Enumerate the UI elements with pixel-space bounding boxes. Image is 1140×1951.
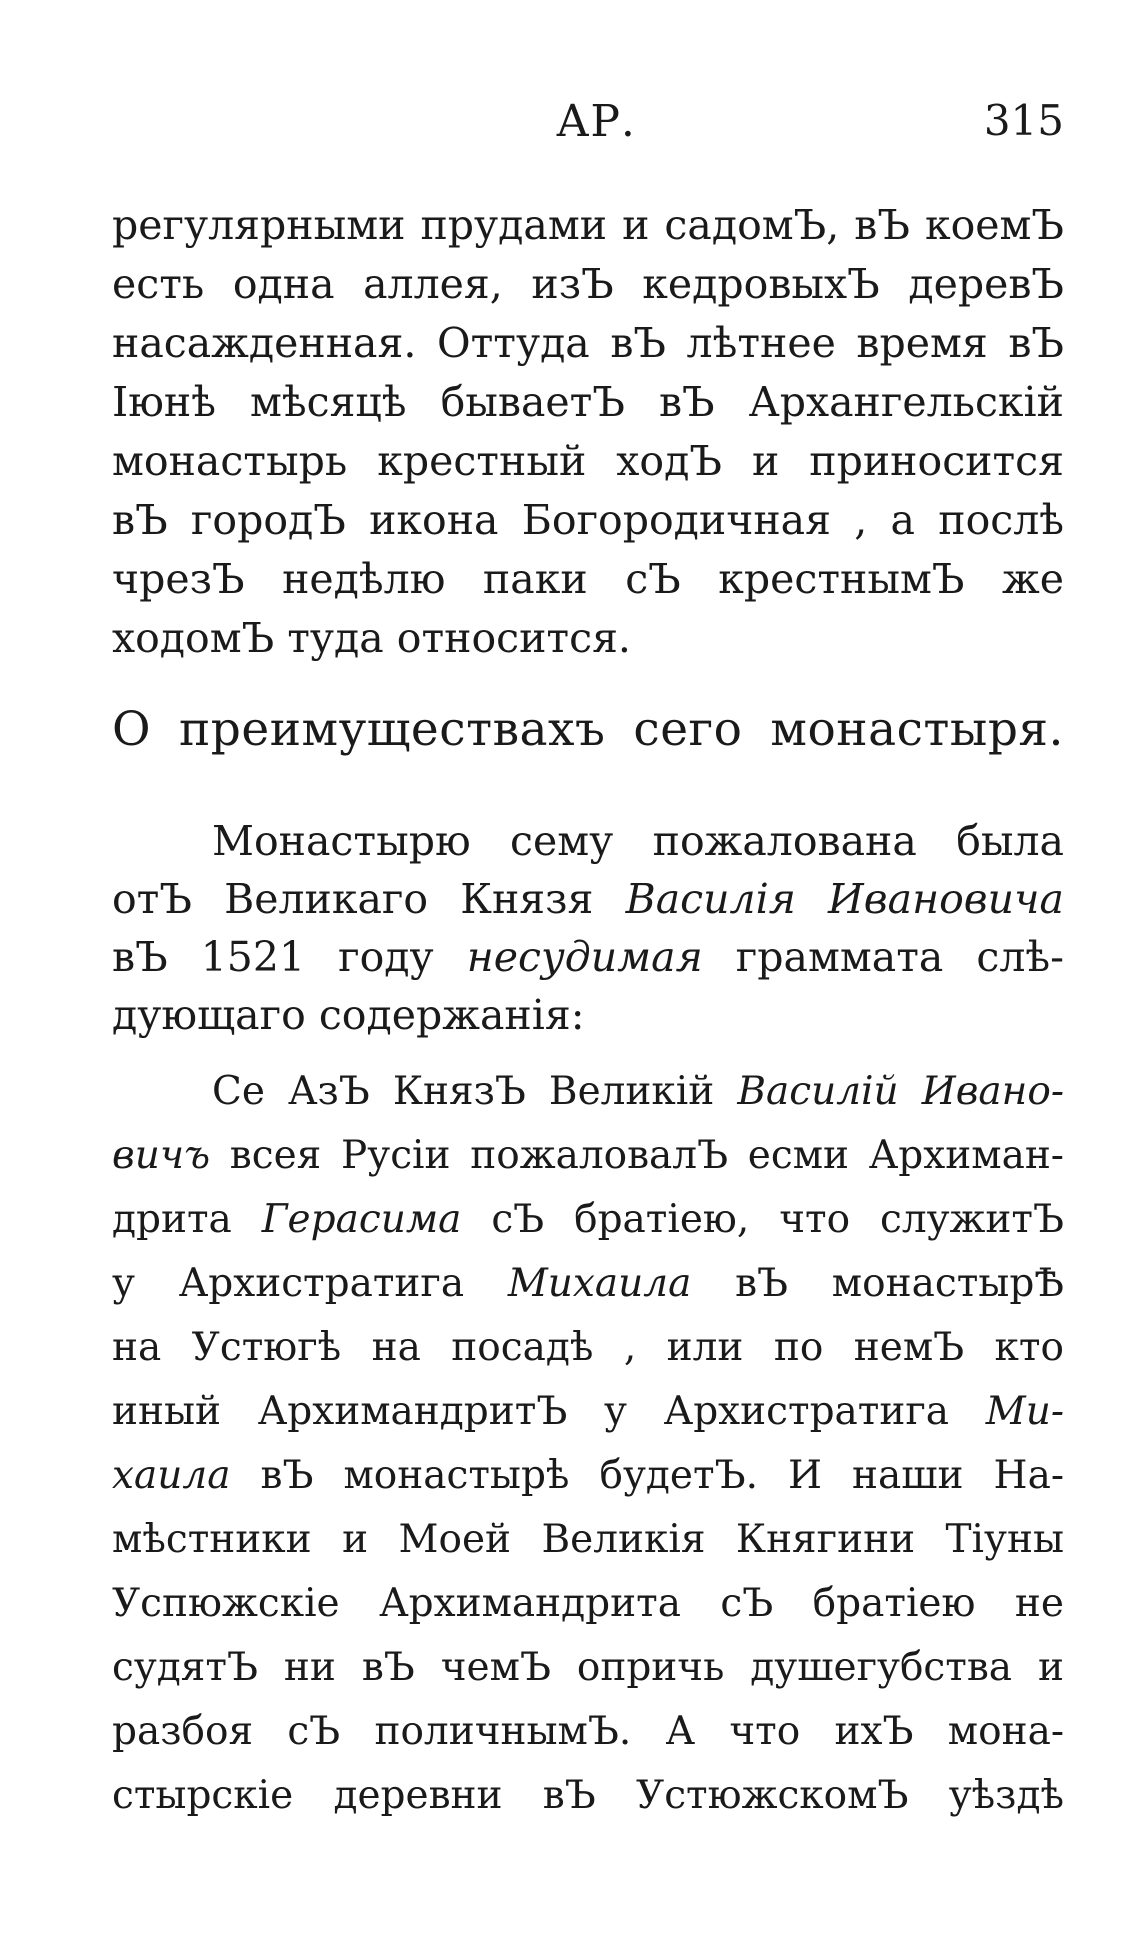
text-run: вЪ монастырѢ	[691, 1261, 1064, 1306]
text-line	[112, 1124, 1064, 1188]
text-line	[112, 1252, 1064, 1316]
text-line	[112, 1572, 1064, 1636]
italic-name: Василій Ивано-	[737, 1069, 1065, 1114]
text-run: всея Русіи пожаловалЪ есми Архиман-	[210, 1133, 1064, 1178]
text-line	[112, 1188, 1064, 1252]
paragraph-continued	[112, 196, 1064, 668]
text-line	[112, 1508, 1064, 1572]
text-line	[112, 1060, 1064, 1124]
text-run: мѣстники и Моей Великія Княгини Тіуны	[112, 1517, 1064, 1562]
running-head	[110, 96, 1070, 156]
text-line: вЪ городЪ икона Богородичная , а послѣ	[112, 496, 1064, 544]
text-line	[112, 812, 1064, 870]
text-line: ходомЪ туда относится.	[112, 614, 631, 662]
text-line	[112, 1444, 1064, 1508]
text-run: отЪ Великаго Князя	[112, 875, 626, 923]
text-line	[112, 1764, 1064, 1828]
text-line: чрезЪ недѣлю паки сЪ крестнымЪ же	[112, 555, 1064, 603]
text-line: Іюнѣ мѣсяцѣ бываетЪ вЪ Архангельскій	[112, 378, 1064, 426]
text-run: Монастырю сему пожалована была	[212, 817, 1064, 865]
text-run: вЪ 1521 году	[112, 933, 467, 981]
text-run: дующаго содержанія:	[112, 991, 585, 1039]
text-run: иный АрхимандритЪ у Архистратига	[112, 1389, 986, 1434]
text-run: Се АзЪ КнязЪ Великій	[212, 1069, 738, 1114]
running-head-title: АР.	[556, 96, 636, 147]
italic-name: вичъ	[112, 1133, 211, 1178]
text-line	[112, 870, 1064, 928]
page-number: 315	[983, 96, 1064, 145]
paragraph-charter	[112, 1060, 1064, 1828]
text-run: на Устюгѣ на посадѣ , или по немЪ кто	[112, 1325, 1064, 1370]
text-run: дрита	[112, 1197, 262, 1242]
text-line: регулярными прудами и садомЪ, вЪ коемЪ	[112, 201, 1064, 249]
italic-name: несудимая	[466, 933, 703, 981]
italic-name: хаила	[112, 1453, 231, 1498]
text-line	[112, 1380, 1064, 1444]
text-run: Успюжскіе Архимандрита сЪ братіею не	[112, 1581, 1064, 1626]
italic-name: Герасима	[261, 1197, 462, 1242]
text-line	[112, 928, 1064, 986]
text-line: есть одна аллея, изЪ кедровыхЪ деревЪ	[112, 260, 1064, 308]
text-run: у Архистратига	[112, 1261, 508, 1306]
italic-name: Василія Ивановича	[625, 875, 1064, 923]
paragraph-privileges	[112, 812, 1064, 1044]
text-run: вЪ монастырѣ будетЪ. И наши На-	[230, 1453, 1064, 1498]
text-run: граммата слѣ-	[702, 933, 1064, 981]
text-line: насажденная. Оттуда вЪ лѣтнее время вЪ	[112, 319, 1064, 367]
text-run: сЪ братіею, что служитЪ	[461, 1197, 1064, 1242]
text-run: судятЪ ни вЪ чемЪ опричь душегубства и	[112, 1645, 1064, 1690]
section-heading: О преимуществахъ сего монастыря.	[112, 702, 1064, 757]
text-run: разбоя сЪ поличнымЪ. А что ихЪ мона-	[112, 1709, 1064, 1754]
text-line	[112, 1700, 1064, 1764]
text-line	[112, 1316, 1064, 1380]
text-line	[112, 1636, 1064, 1700]
italic-name: Ми-	[985, 1389, 1064, 1434]
italic-name: Михаила	[507, 1261, 692, 1306]
text-run: стырскіе деревни вЪ УстюжскомЪ уѣздѣ	[112, 1773, 1064, 1818]
text-line: монастырь крестный ходЪ и приносится	[112, 437, 1064, 485]
text-line	[112, 986, 1064, 1044]
